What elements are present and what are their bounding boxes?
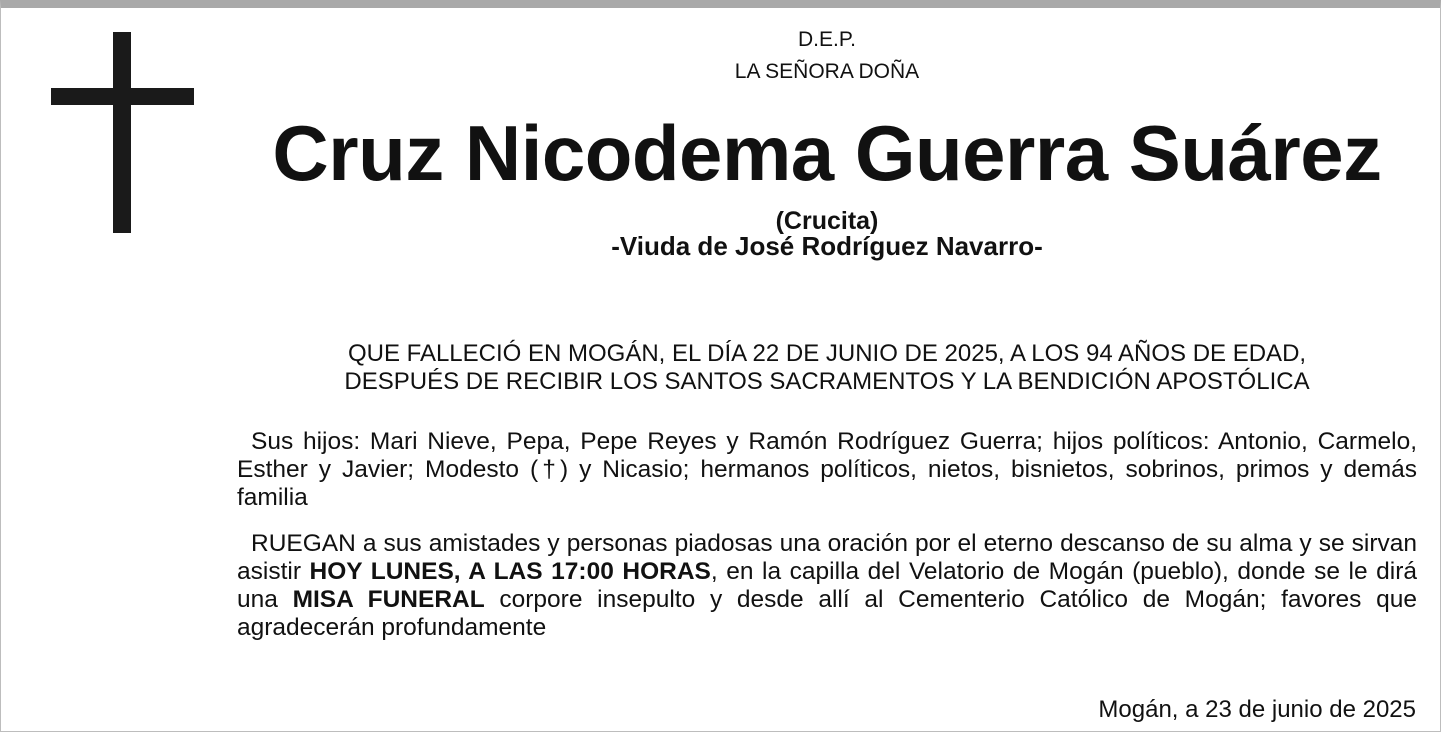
- request-text-3: corpore insepulto y desde allí al Cementerio Católico de Mogán; favores que agradecerán profundamente: [237, 586, 1417, 641]
- dateline: Mogán, a 23 de junio de 2025: [1098, 696, 1416, 723]
- dep-heading: D.E.P.: [798, 28, 856, 51]
- death-notice-line-1: QUE FALLECIÓ EN MOGÁN, EL DÍA 22 DE JUNIO DE 2025, A LOS 94 AÑOS DE EDAD,: [347, 340, 1307, 367]
- family-paragraph: Sus hijos: Mari Nieve, Pepa, Pepe Reyes y Ramón Rodríguez Guerra; hijos políticos: Antonio, Carmelo, Esther y Javier; Modesto (†) y Nicasio; hermanos políticos, nietos, bisnietos, sobrinos, primos y demás familia: [237, 428, 1417, 511]
- deceased-nickname: (Crucita): [775, 207, 879, 235]
- deceased-name: Cruz Nicodema Guerra Suárez: [272, 109, 1382, 197]
- latin-cross-icon: [51, 32, 194, 233]
- death-notice-line-2: DESPUÉS DE RECIBIR LOS SANTOS SACRAMENTOS Y LA BENDICIÓN APOSTÓLICA: [344, 368, 1310, 395]
- death-notice: [237, 340, 1417, 396]
- widow-of-line: -Viuda de José Rodríguez Navarro-: [611, 231, 1043, 261]
- request-text-1: RUEGAN a sus amistades y personas piadosas una oración por el eterno descanso de su alma y se sirvan asistir: [237, 530, 1417, 585]
- request-paragraph: [237, 530, 1417, 642]
- honorific-line: LA SEÑORA DOÑA: [734, 60, 920, 83]
- ceremony-time: HOY LUNES, A LAS 17:00 HORAS: [309, 558, 711, 585]
- mass-type: MISA FUNERAL: [292, 586, 485, 613]
- request-text-2: , en la capilla del Velatorio de Mogán (pueblo), donde se le dirá una: [237, 558, 1417, 613]
